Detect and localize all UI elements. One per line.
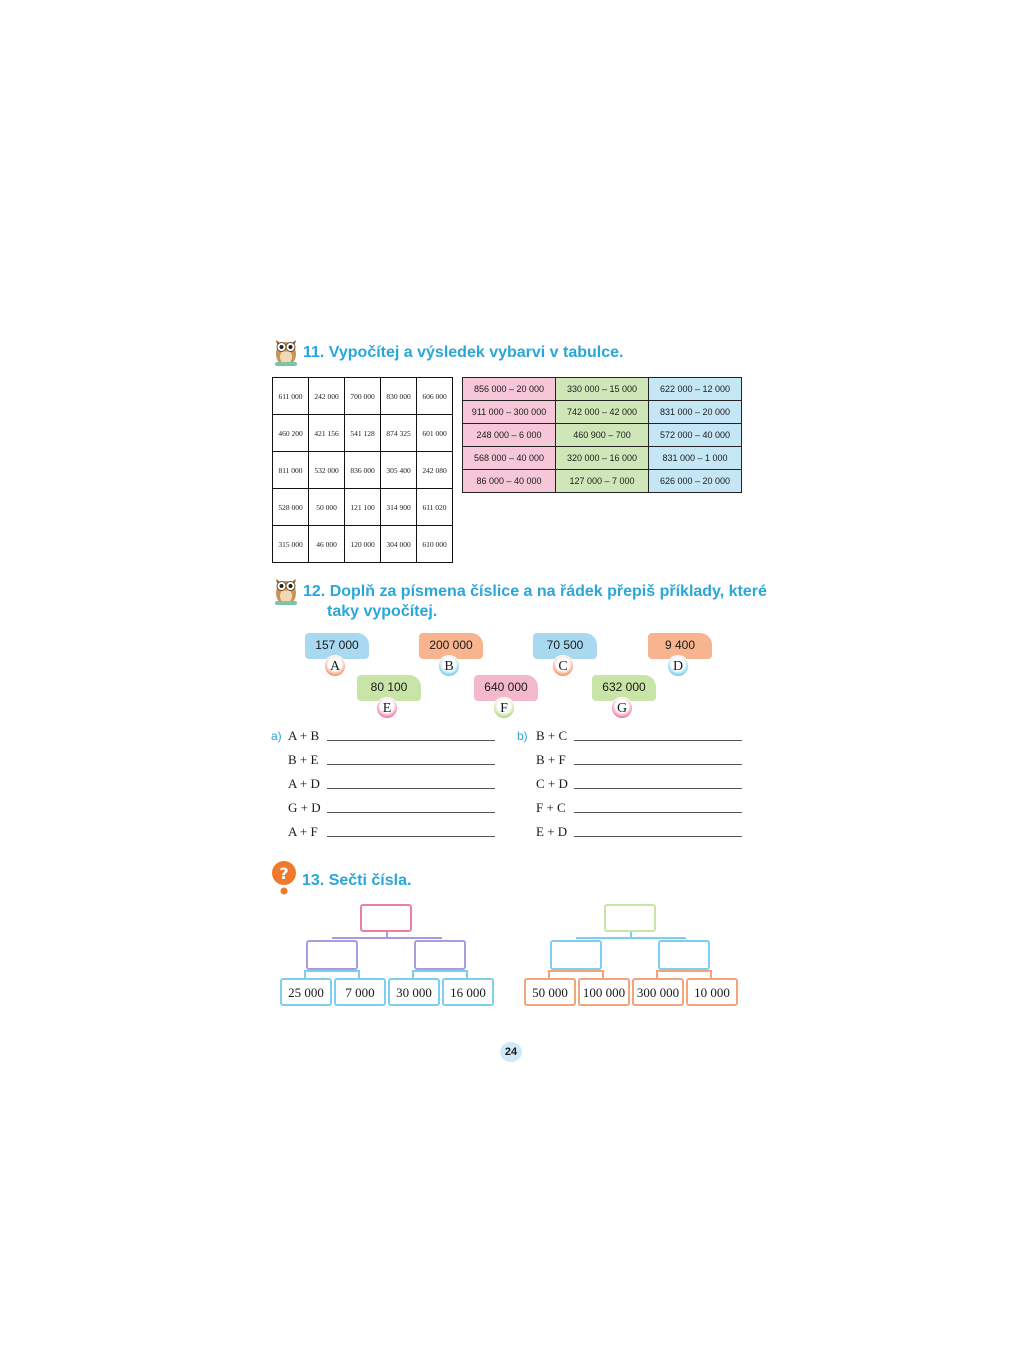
ops-cell: 742 000 – 42 000 bbox=[556, 401, 649, 424]
ops-cell: 572 000 – 40 000 bbox=[649, 424, 742, 447]
grid-row bbox=[273, 415, 453, 452]
grid-cell[interactable]: 242 080 bbox=[417, 452, 453, 489]
sum-box-middle[interactable] bbox=[414, 940, 466, 970]
tree-connector bbox=[412, 970, 414, 978]
value-tag-e: 80 100 bbox=[357, 675, 421, 701]
grid-cell[interactable]: 304 000 bbox=[381, 526, 417, 563]
ops-cell: 911 000 – 300 000 bbox=[463, 401, 556, 424]
expression-label: A + D bbox=[288, 776, 320, 791]
grid-cell[interactable]: 541 128 bbox=[345, 415, 381, 452]
letter-circle-f: F bbox=[493, 697, 515, 719]
sum-box-top[interactable] bbox=[360, 904, 412, 932]
tree-connector bbox=[576, 937, 686, 939]
sum-box-middle[interactable] bbox=[306, 940, 358, 970]
results-grid bbox=[272, 377, 453, 563]
exercise-12-title-line-2: taky vypočítej. bbox=[327, 603, 438, 620]
grid-cell[interactable]: 606 000 bbox=[417, 378, 453, 415]
ops-cell: 856 000 – 20 000 bbox=[463, 378, 556, 401]
grid-cell[interactable]: 811 000 bbox=[273, 452, 309, 489]
value-tag-g: 632 000 bbox=[592, 675, 656, 701]
page-number: 24 bbox=[500, 1042, 522, 1062]
addend-box: 16 000 bbox=[442, 978, 494, 1006]
grid-cell[interactable]: 50 000 bbox=[309, 489, 345, 526]
grid-cell[interactable]: 120 000 bbox=[345, 526, 381, 563]
grid-cell[interactable]: 601 000 bbox=[417, 415, 453, 452]
grid-cell[interactable]: 836 000 bbox=[345, 452, 381, 489]
exercise-13-title: 13. Sečti čísla. bbox=[302, 872, 412, 889]
grid-cell[interactable]: 242 000 bbox=[309, 378, 345, 415]
grid-row bbox=[273, 452, 453, 489]
answer-line[interactable] bbox=[574, 788, 742, 789]
ops-cell: 127 000 – 7 000 bbox=[556, 470, 649, 493]
grid-cell[interactable]: 314 900 bbox=[381, 489, 417, 526]
value-tag-c: 70 500 bbox=[533, 633, 597, 659]
ops-cell: 330 000 – 15 000 bbox=[556, 378, 649, 401]
exercise-12-title-line-1: 12. Doplň za písmena číslice a na řádek přepiš příklady, které bbox=[303, 583, 767, 600]
expression-label: E + D bbox=[536, 824, 568, 839]
ops-row bbox=[463, 424, 742, 447]
sum-box-top[interactable] bbox=[604, 904, 656, 932]
letter-circle-g: G bbox=[611, 697, 633, 719]
ops-cell: 460 900 – 700 bbox=[556, 424, 649, 447]
expression-label: B + C bbox=[536, 728, 568, 743]
value-tag-b: 200 000 bbox=[419, 633, 483, 659]
answer-line[interactable] bbox=[574, 836, 742, 837]
answer-line[interactable] bbox=[574, 764, 742, 765]
tree-connector bbox=[550, 970, 602, 972]
ops-cell: 626 000 – 20 000 bbox=[649, 470, 742, 493]
ops-row bbox=[463, 470, 742, 493]
grid-cell[interactable]: 611 000 bbox=[273, 378, 309, 415]
tree-connector bbox=[658, 970, 710, 972]
grid-row bbox=[273, 526, 453, 563]
value-tag-d: 9 400 bbox=[648, 633, 712, 659]
ops-cell: 831 000 – 1 000 bbox=[649, 447, 742, 470]
expression-label: A + B bbox=[288, 728, 320, 743]
ops-cell: 622 000 – 12 000 bbox=[649, 378, 742, 401]
value-tag-a: 157 000 bbox=[305, 633, 369, 659]
expression-label: F + C bbox=[536, 800, 566, 815]
letter-circle-e: E bbox=[376, 697, 398, 719]
question-icon bbox=[270, 860, 298, 901]
ops-cell: 86 000 – 40 000 bbox=[463, 470, 556, 493]
owl-icon bbox=[272, 573, 300, 612]
tree-connector bbox=[358, 970, 360, 978]
grid-cell[interactable]: 700 000 bbox=[345, 378, 381, 415]
grid-cell[interactable]: 421 156 bbox=[309, 415, 345, 452]
expression-label: C + D bbox=[536, 776, 568, 791]
addend-box: 10 000 bbox=[686, 978, 738, 1006]
grid-cell[interactable]: 460 200 bbox=[273, 415, 309, 452]
letter-circle-d: D bbox=[667, 655, 689, 677]
exercise-11-title: 11. Vypočítej a výsledek vybarvi v tabulce. bbox=[303, 344, 624, 361]
tree-connector bbox=[656, 970, 658, 978]
expression-label: G + D bbox=[288, 800, 321, 815]
subtraction-table bbox=[462, 377, 742, 493]
answer-line[interactable] bbox=[327, 740, 495, 741]
addend-box: 300 000 bbox=[632, 978, 684, 1006]
grid-cell[interactable]: 121 100 bbox=[345, 489, 381, 526]
grid-cell[interactable]: 830 000 bbox=[381, 378, 417, 415]
addend-box: 50 000 bbox=[524, 978, 576, 1006]
expression-label: A + F bbox=[288, 824, 318, 839]
svg-text:?: ? bbox=[279, 864, 289, 883]
grid-cell[interactable]: 305 400 bbox=[381, 452, 417, 489]
addend-box: 25 000 bbox=[280, 978, 332, 1006]
sum-box-middle[interactable] bbox=[550, 940, 602, 970]
tree-connector bbox=[332, 937, 442, 939]
tree-connector bbox=[548, 970, 550, 978]
answer-line[interactable] bbox=[327, 788, 495, 789]
grid-cell[interactable]: 528 000 bbox=[273, 489, 309, 526]
value-tag-f: 640 000 bbox=[474, 675, 538, 701]
addend-box: 30 000 bbox=[388, 978, 440, 1006]
grid-row bbox=[273, 489, 453, 526]
letter-circle-a: A bbox=[324, 655, 346, 677]
tree-connector bbox=[306, 970, 358, 972]
tree-connector bbox=[710, 970, 712, 978]
addend-box: 100 000 bbox=[578, 978, 630, 1006]
ops-cell: 320 000 – 16 000 bbox=[556, 447, 649, 470]
part-a-label: a) bbox=[271, 729, 282, 743]
addend-box: 7 000 bbox=[334, 978, 386, 1006]
tree-connector bbox=[304, 970, 306, 978]
grid-row bbox=[273, 378, 453, 415]
grid-cell[interactable]: 315 000 bbox=[273, 526, 309, 563]
part-b-label: b) bbox=[517, 729, 528, 743]
tree-connector bbox=[602, 970, 604, 978]
expression-label: B + F bbox=[536, 752, 566, 767]
answer-line[interactable] bbox=[574, 740, 742, 741]
ops-cell: 248 000 – 6 000 bbox=[463, 424, 556, 447]
grid-cell[interactable]: 46 000 bbox=[309, 526, 345, 563]
expression-label: B + E bbox=[288, 752, 319, 767]
grid-cell[interactable]: 610 000 bbox=[417, 526, 453, 563]
tree-connector bbox=[414, 970, 466, 972]
grid-cell[interactable]: 611 020 bbox=[417, 489, 453, 526]
sum-box-middle[interactable] bbox=[658, 940, 710, 970]
grid-cell[interactable]: 874 325 bbox=[381, 415, 417, 452]
ops-row bbox=[463, 401, 742, 424]
ops-row bbox=[463, 378, 742, 401]
answer-line[interactable] bbox=[327, 812, 495, 813]
ops-row bbox=[463, 447, 742, 470]
letter-circle-b: B bbox=[438, 655, 460, 677]
owl-icon bbox=[272, 334, 300, 373]
ops-cell: 568 000 – 40 000 bbox=[463, 447, 556, 470]
answer-line[interactable] bbox=[574, 812, 742, 813]
grid-cell[interactable]: 532 000 bbox=[309, 452, 345, 489]
answer-line[interactable] bbox=[327, 764, 495, 765]
letter-circle-c: C bbox=[552, 655, 574, 677]
ops-cell: 831 000 – 20 000 bbox=[649, 401, 742, 424]
answer-line[interactable] bbox=[327, 836, 495, 837]
tree-connector bbox=[466, 970, 468, 978]
